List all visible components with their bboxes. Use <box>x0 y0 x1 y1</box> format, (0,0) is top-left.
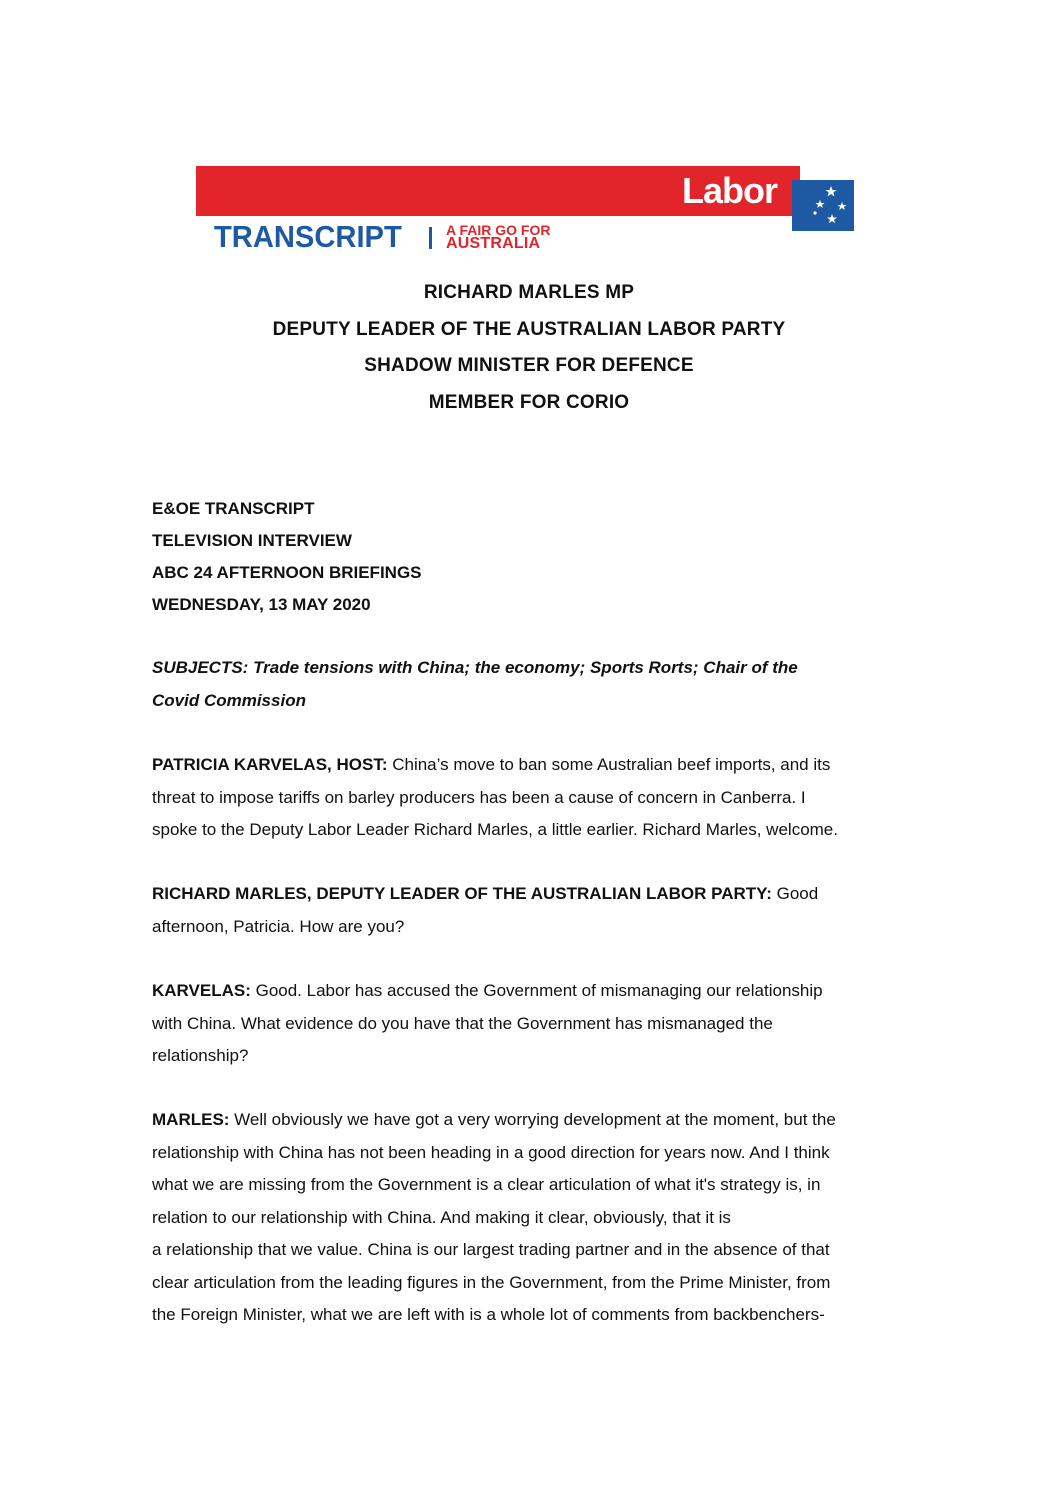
speaker-label: MARLES: <box>152 1110 230 1129</box>
subjects <box>152 652 912 717</box>
transcript-paragraph <box>152 1104 912 1332</box>
paragraph-text: Good. Labor has accused the Government of mismanaging our relationship <box>250 981 823 1000</box>
meta-line: WEDNESDAY, 13 MAY 2020 <box>152 595 371 614</box>
paragraph-line: relationship with China has not been heading in a good direction for years now. And I think <box>152 1142 830 1162</box>
paragraph-line: afternoon, Patricia. How are you? <box>152 916 405 936</box>
paragraph-line: threat to impose tariffs on barley producers has been a cause of concern in Canberra. I <box>152 787 806 807</box>
meta-line: E&OE TRANSCRIPT <box>152 499 315 518</box>
paragraph-line: relationship? <box>152 1046 249 1065</box>
tagline <box>446 223 556 251</box>
southern-cross-flag-icon <box>792 180 854 231</box>
paragraph-line: what we are missing from the Government is a clear articulation of what it's strategy is, in <box>152 1175 821 1194</box>
subjects-line: SUBJECTS: Trade tensions with China; the economy; Sports Rorts; Chair of the <box>152 658 798 677</box>
speaker-label: KARVELAS: <box>152 981 251 1000</box>
paragraph-line: spoke to the Deputy Labor Leader Richard Marles, a little earlier. Richard Marles, welcome. <box>152 820 838 839</box>
title-electorate: MEMBER FOR CORIO <box>428 392 630 413</box>
transcript-heading: TRANSCRIPT <box>214 219 402 254</box>
paragraph-first-line <box>152 749 912 782</box>
title-name: RICHARD MARLES MP <box>423 282 635 303</box>
meta-line: ABC 24 AFTERNOON BRIEFINGS <box>152 563 422 582</box>
paragraph-text: Well obviously we have got a very worrying development at the moment, but the <box>229 1110 836 1129</box>
paragraph-first-line <box>152 1104 912 1137</box>
paragraph-line: the Foreign Minister, what we are left with is a whole lot of comments from backbenchers- <box>152 1305 825 1324</box>
paragraph-first-line <box>152 975 912 1008</box>
tagline-line-1: A FAIR GO FOR <box>446 222 551 238</box>
speaker-label: PATRICIA KARVELAS, HOST: <box>152 755 388 774</box>
transcript-banner <box>196 163 854 255</box>
meta-line: TELEVISION INTERVIEW <box>152 531 352 550</box>
tagline-line-2: AUSTRALIA <box>446 235 541 252</box>
meta-block <box>152 493 422 621</box>
paragraph-first-line <box>152 878 912 911</box>
paragraph-line: relation to our relationship with China. And making it clear, obviously, that it is <box>152 1207 731 1227</box>
speaker-label: RICHARD MARLES, DEPUTY LEADER OF THE AUSTRALIAN LABOR PARTY: <box>152 884 772 903</box>
labor-logo-text: Labor <box>682 170 778 211</box>
paragraph-line: clear articulation from the leading figures in the Government, from the Prime Minister, from <box>152 1272 831 1292</box>
paragraph-text: Good <box>771 884 819 903</box>
transcript-paragraph <box>152 878 912 943</box>
title-role-1: DEPUTY LEADER OF THE AUSTRALIAN LABOR PARTY <box>272 319 786 340</box>
banner-divider <box>429 227 432 249</box>
title-role-2: SHADOW MINISTER FOR DEFENCE <box>364 355 694 376</box>
paragraph-text: China’s move to ban some Australian beef imports, and its <box>387 755 831 774</box>
paragraph-line: with China. What evidence do you have that the Government has mismanaged the <box>152 1013 773 1033</box>
paragraph-line: a relationship that we value. China is our largest trading partner and in the absence of that <box>152 1240 830 1259</box>
transcript-paragraph <box>152 975 912 1073</box>
subjects-line: Covid Commission <box>152 690 306 710</box>
transcript-paragraph <box>152 749 912 847</box>
